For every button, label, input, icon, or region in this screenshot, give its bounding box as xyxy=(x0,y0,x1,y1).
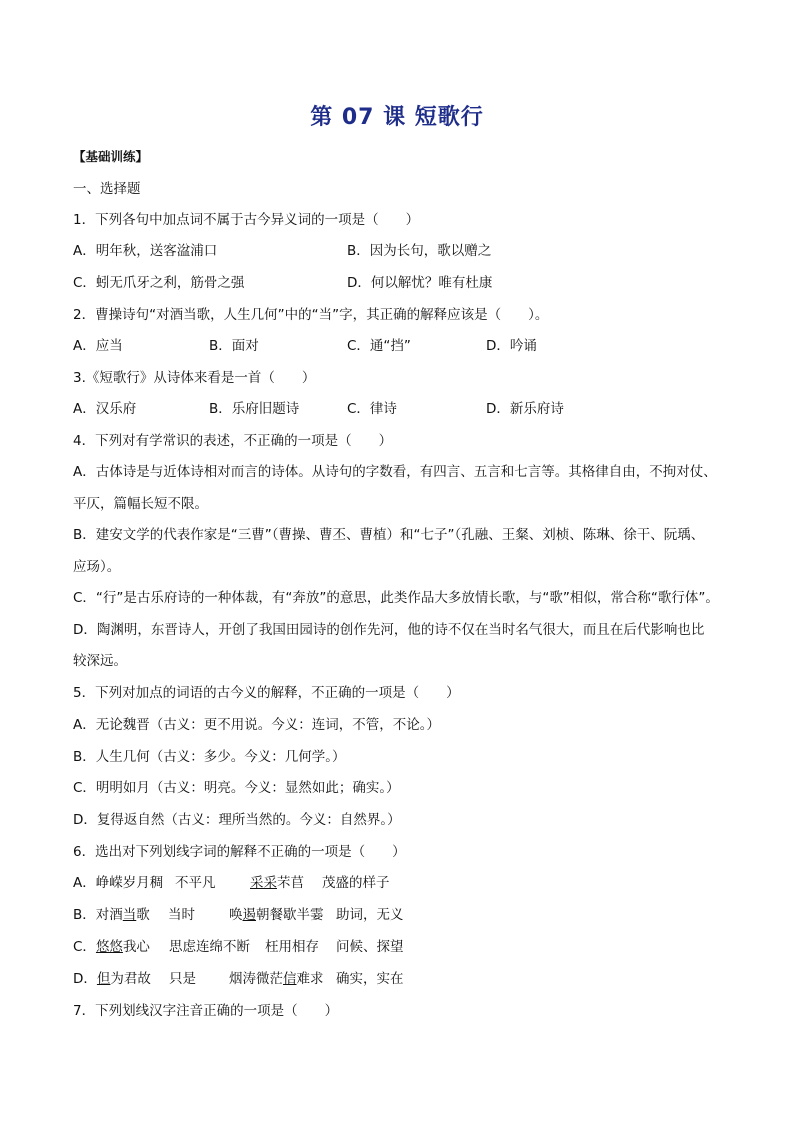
question-5-option-c: C．明明如月（古义：明亮。今义：显然如此；确实。） xyxy=(73,780,400,796)
question-6-option-a-gloss2: 茂盛的样子 xyxy=(322,875,390,891)
part-heading: 一、选择题 xyxy=(73,181,141,197)
question-6-option-b-gloss2: 助词，无义 xyxy=(336,907,404,923)
option-label: C． xyxy=(73,939,96,955)
page-title: 第 07 课 短歌行 xyxy=(310,105,484,130)
question-6-option-b-gloss1: 当时 xyxy=(168,907,195,923)
question-6-option-c-word2: 枉用相存 xyxy=(265,939,319,955)
option-label: D． xyxy=(73,971,97,987)
question-4-option-b-line2: 应玚）。 xyxy=(73,559,121,575)
phrase-start: 唤 xyxy=(229,907,243,923)
underlined-phrase: 峥嵘岁月稠 xyxy=(95,875,164,891)
phrase-rest: 我心 xyxy=(122,939,150,955)
underlined-word: 当 xyxy=(122,907,137,923)
phrase-rest: 芣苢 xyxy=(277,875,304,891)
question-4-option-a-line1: A．古体诗是与近体诗相对而言的诗体。从诗句的字数看，有四言、五言和七言等。其格律自由，不拘对仗、 xyxy=(73,464,717,480)
question-2-stem: 2．曹操诗句“对酒当歌，人生几何”中的“当”字，其正确的解释应该是（ ）。 xyxy=(73,307,549,323)
phrase-rest: 朝餐歇半霎 xyxy=(256,907,324,923)
question-6-option-d-gloss2: 确实，实在 xyxy=(336,971,404,987)
question-1-option-a: A．明年秋，送客湓浦口 xyxy=(73,243,218,259)
question-3-option-b: B．乐府旧题诗 xyxy=(209,401,300,417)
underlined-word: 遏 xyxy=(242,907,256,923)
question-6-option-a-gloss1: 不平凡 xyxy=(175,875,216,891)
question-6-option-a-word1 xyxy=(73,874,163,892)
question-6-option-d-word2 xyxy=(229,970,324,988)
question-4-option-d-line2: 较深远。 xyxy=(73,653,127,669)
question-4-stem: 4．下列对有学常识的表述，不正确的一项是（ ） xyxy=(73,433,393,449)
question-5-option-d: D．复得返自然（古义：理所当然的。今义：自然界。） xyxy=(73,812,401,828)
question-2-option-d: D．吟诵 xyxy=(486,338,537,354)
question-6-option-c-gloss2: 问候、探望 xyxy=(336,939,404,955)
phrase-rest: 为君故 xyxy=(110,971,151,987)
section-tag: 【基础训练】 xyxy=(73,149,149,164)
question-6-option-d-word1 xyxy=(73,970,151,988)
underlined-word: 悠悠 xyxy=(95,939,123,955)
question-6-option-a-word2 xyxy=(250,874,304,892)
question-6-option-b-word1 xyxy=(73,906,150,924)
question-1-option-d: D．何以解忧？唯有杜康 xyxy=(347,275,493,291)
question-6-option-c-word1 xyxy=(73,938,150,956)
question-1-option-c: C．蚓无爪牙之利，筋骨之强 xyxy=(73,275,245,291)
question-6-option-b-word2 xyxy=(229,906,324,924)
phrase-start: 烟涛微茫 xyxy=(229,971,283,987)
underlined-word: 信 xyxy=(283,971,297,987)
phrase-rest: 歌 xyxy=(136,907,150,923)
question-2-option-b: B．面对 xyxy=(209,338,259,354)
question-3-option-a: A．汉乐府 xyxy=(73,401,137,417)
question-1-option-b: B．因为长句，歌以赠之 xyxy=(347,243,492,259)
underlined-word: 采采 xyxy=(250,875,277,891)
question-4-option-b-line1: B．建安文学的代表作家是“三曹”（曹操、曹丕、曹植）和“七子”（孔融、王粲、刘桢、陈琳、徐干、阮瑀、 xyxy=(73,527,705,543)
question-1-stem: 1．下列各句中加点词不属于古今异义词的一项是（ ） xyxy=(73,212,420,228)
question-3-stem: 3.《短歌行》从诗体来看是一首（ ） xyxy=(73,370,316,386)
question-3-option-c: C．律诗 xyxy=(347,401,397,417)
option-label: A． xyxy=(73,875,96,891)
phrase-rest: 难求 xyxy=(296,971,324,987)
question-2-option-a: A．应当 xyxy=(73,338,123,354)
question-4-option-d-line1: D．陶渊明，东晋诗人，开创了我国田园诗的创作先河，他的诗不仅在当时名气很大，而且在后代影响也比 xyxy=(73,622,705,638)
question-5-option-a: A．无论魏晋（古义：更不用说。今义：连词，不管，不论。） xyxy=(73,717,440,733)
option-label: B．对酒 xyxy=(73,907,123,923)
question-3-option-d: D．新乐府诗 xyxy=(486,401,564,417)
question-6-stem: 6．选出对下列划线字词的解释不正确的一项是（ ） xyxy=(73,844,406,860)
question-6-option-d-gloss1: 只是 xyxy=(169,971,196,987)
question-6-option-c-gloss1: 思虑连绵不断 xyxy=(169,939,250,955)
underlined-word: 但 xyxy=(96,971,111,987)
question-2-option-c: C．通“挡” xyxy=(347,338,411,354)
question-7-stem: 7．下列划线汉字注音正确的一项是（ ） xyxy=(73,1003,339,1019)
question-4-option-a-line2: 平仄，篇幅长短不限。 xyxy=(73,496,208,512)
question-5-stem: 5．下列对加点的词语的古今义的解释，不正确的一项是（ ） xyxy=(73,685,460,701)
question-4-option-c: C．“行”是古乐府诗的一种体裁，有“奔放”的意思，此类作品大多放情长歌，与“歌”相似，常合称“歌行体”。 xyxy=(73,590,719,606)
question-5-option-b: B．人生几何（古义：多少。今义：几何学。） xyxy=(73,749,346,765)
